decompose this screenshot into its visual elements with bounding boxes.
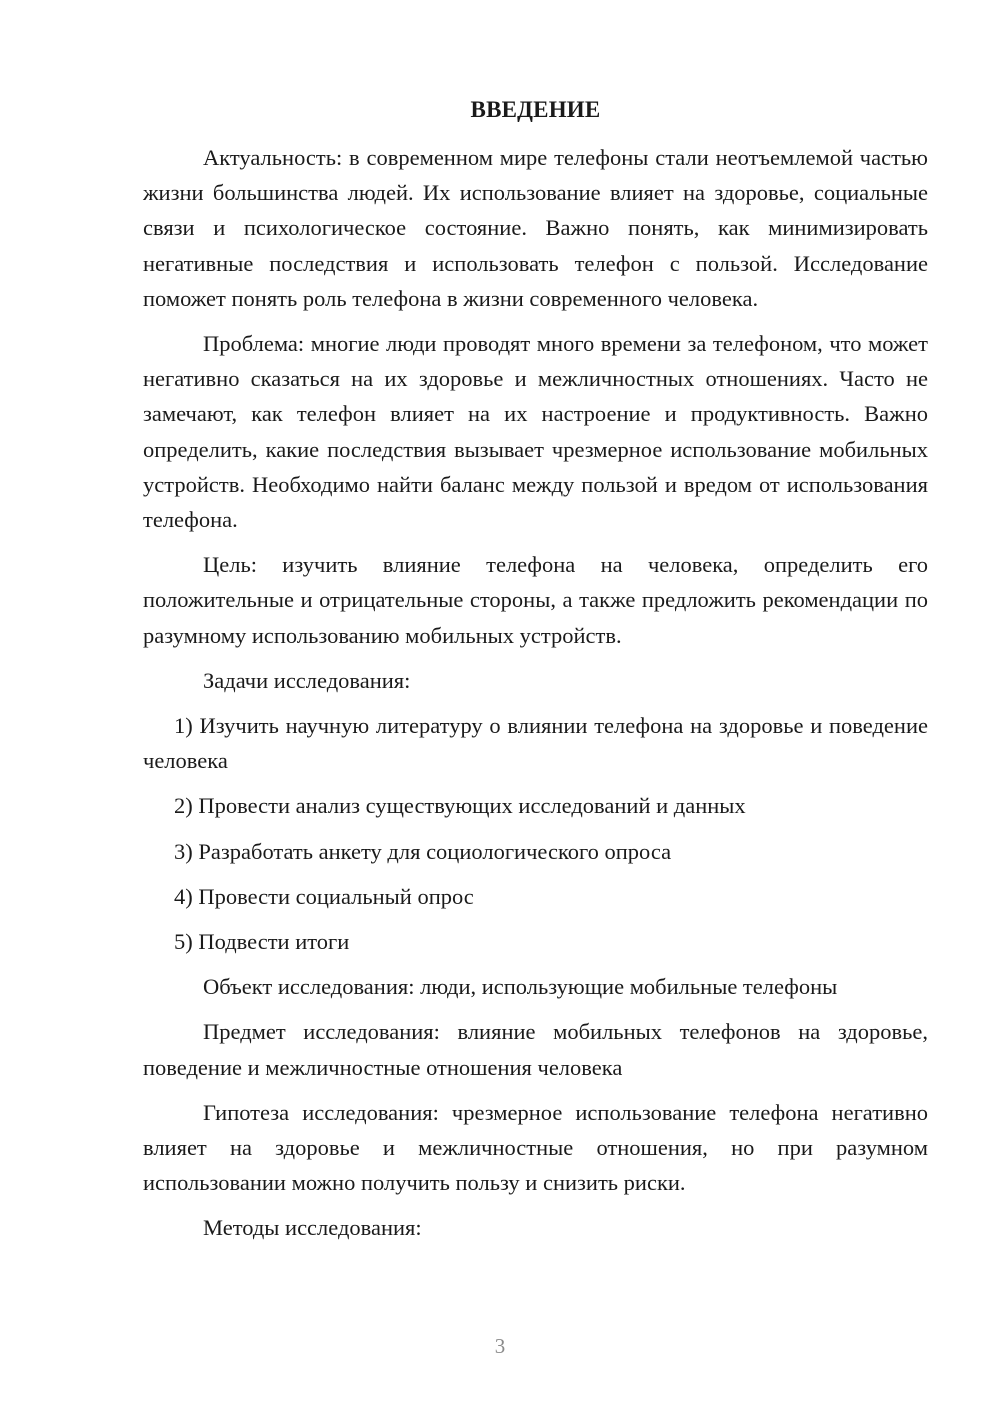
paragraph-goal: Цель: изучить влияние телефона на человека, определить его положительные и отрицательные стороны, а также предложить рекомендации по разумному использованию мобильных устройств.: [143, 552, 928, 648]
document-page: [143, 92, 928, 1256]
task-item-2: 2) Провести анализ существующих исследований и данных: [174, 793, 746, 819]
paragraph-tasks-title: Задачи исследования:: [203, 667, 411, 693]
page-number: 3: [494, 1334, 506, 1358]
paragraph-hypothesis: Гипотеза исследования: чрезмерное использование телефона негативно влияет на здоровье и межличностные отношения, но при разумном использовании можно получить пользу и снизить риски.: [143, 1099, 928, 1196]
paragraph-object: Объект исследования: люди, использующие мобильные телефоны: [203, 974, 838, 1000]
task-item-1: 1) Изучить научную литературу о влиянии телефона на здоровье и поведение человека: [143, 713, 928, 774]
paragraph-problem: Проблема: многие люди проводят много времени за телефоном, что может негативно сказаться на их здоровье и межличностных отношениях. Часто не замечают, как телефон влияет на их настроение и продуктивность. Важно определить, какие последствия вызывает чрезмерное использование мобильных устройств. Необходимо найти баланс между пользой и вредом от использования телефона.: [143, 331, 928, 533]
paragraph-methods-title: Методы исследования:: [203, 1215, 422, 1241]
paragraph-subject: Предмет исследования: влияние мобильных телефонов на здоровье, поведение и межличностные отношения человека: [143, 1019, 928, 1080]
task-item-5: 5) Подвести итоги: [174, 929, 350, 955]
section-heading: ВВЕДЕНИЕ: [470, 97, 601, 122]
task-item-3: 3) Разработать анкету для социологического опроса: [174, 838, 672, 864]
task-item-4: 4) Провести социальный опрос: [174, 883, 474, 909]
paragraph-relevance: Актуальность: в современном мире телефоны стали неотъемлемой частью жизни большинства людей. Их использование влияет на здоровье, социальные связи и психологическое состояние. Важно понять, как минимизировать негативные последствия и использовать телефон с пользой. Исследование поможет понять роль телефона в жизни современного человека.: [143, 145, 928, 311]
